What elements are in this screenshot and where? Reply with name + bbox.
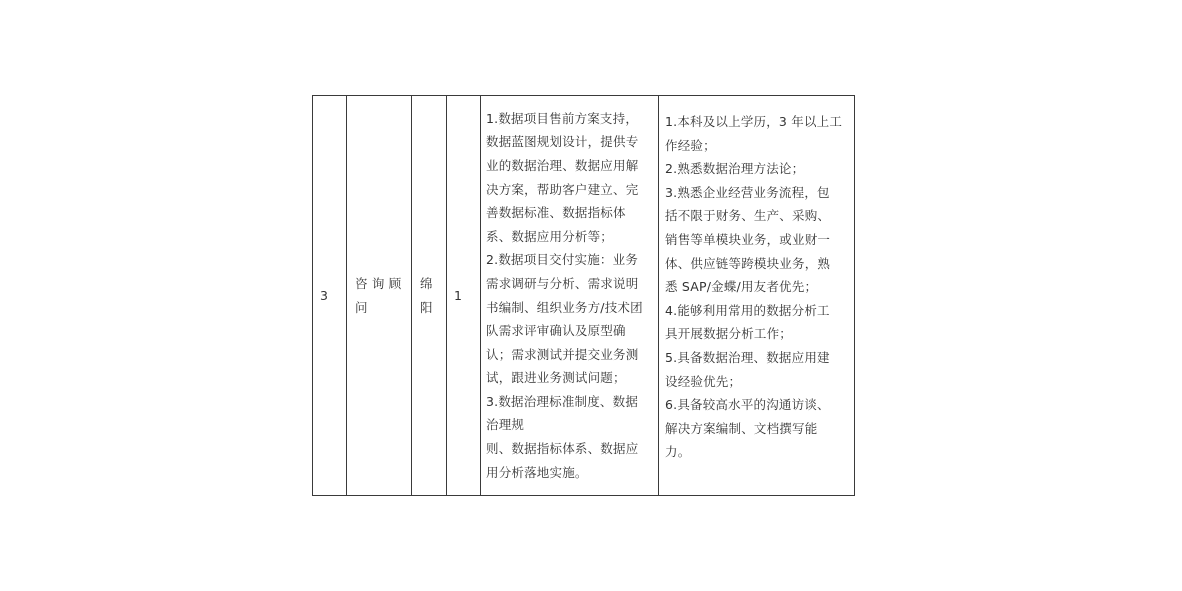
- requirements-line: 销售等单模块业务，或业财一: [665, 231, 831, 247]
- duties-line: 3.数据治理标准制度、数据: [486, 393, 639, 409]
- duties-line: 业的数据治理、数据应用解: [486, 157, 639, 173]
- requirements-line: 5.具备数据治理、数据应用建: [665, 349, 830, 365]
- duties-line: 认；需求测试并提交业务测: [486, 346, 639, 362]
- requirements-line: 具开展数据分析工作；: [665, 326, 793, 342]
- duties-line: 善数据标准、数据指标体: [486, 205, 626, 221]
- seq-number: 3: [320, 287, 329, 303]
- duties-line: 用分析落地实施。: [486, 464, 588, 480]
- requirements-text: [665, 100, 850, 464]
- requirements-line: 括不限于财务、生产、采购、: [665, 208, 831, 224]
- requirements-line: 作经验；: [665, 137, 716, 153]
- duties-line: 1.数据项目售前方案支持，: [486, 110, 639, 126]
- requirements-line: 悉 SAP/金蝶/用友者优先；: [665, 279, 818, 295]
- duties-line: 系、数据应用分析等；: [486, 228, 614, 244]
- duties-line: 则、数据指标体系、数据应: [486, 441, 639, 457]
- job-table: [312, 95, 855, 496]
- requirements-line: 力。: [665, 444, 691, 460]
- requirements-line: 6.具备较高水平的沟通访谈、: [665, 397, 830, 413]
- duties-line: 2.数据项目交付实施：业务: [486, 252, 639, 268]
- duties-line: 决方案，帮助客户建立、完: [486, 181, 639, 197]
- duties-line: 数据蓝图规划设计，提供专: [486, 134, 639, 150]
- job-title: [355, 272, 403, 319]
- headcount-cell: [447, 96, 481, 496]
- requirements-line: 3.熟悉企业经营业务流程，包: [665, 184, 830, 200]
- requirements-line: 4.能够利用常用的数据分析工: [665, 302, 830, 318]
- table-row: [313, 96, 855, 496]
- seq-cell: [313, 96, 347, 496]
- headcount: 1: [454, 287, 463, 303]
- duties-text: [486, 107, 654, 485]
- duties-line: 治理规: [486, 417, 525, 433]
- city: [420, 272, 438, 319]
- duties-line: 试，跟进业务测试问题；: [486, 370, 626, 386]
- duties-line: 需求调研与分析、需求说明: [486, 275, 639, 291]
- requirements-line: 体、供应链等跨模块业务，熟: [665, 255, 831, 271]
- requirements-line: 解决方案编制、文档撰写能: [665, 420, 818, 436]
- requirements-line: 2.熟悉数据治理方法论；: [665, 161, 805, 177]
- job-title-line: 问: [355, 299, 368, 315]
- duties-line: 队需求评审确认及原型确: [486, 323, 626, 339]
- duties-line: 书编制、组织业务方/技术团: [486, 299, 643, 315]
- requirements-cell: [659, 96, 855, 496]
- job-title-cell: [347, 96, 412, 496]
- requirements-line: 设经验优先；: [665, 373, 742, 389]
- requirements-line: 1.本科及以上学历，3 年以上工: [665, 114, 843, 129]
- job-title-line: 咨 询 顾: [355, 275, 402, 291]
- city-line: 阳: [420, 299, 433, 315]
- city-cell: [412, 96, 447, 496]
- city-line: 绵: [420, 275, 433, 291]
- duties-cell: [481, 96, 659, 496]
